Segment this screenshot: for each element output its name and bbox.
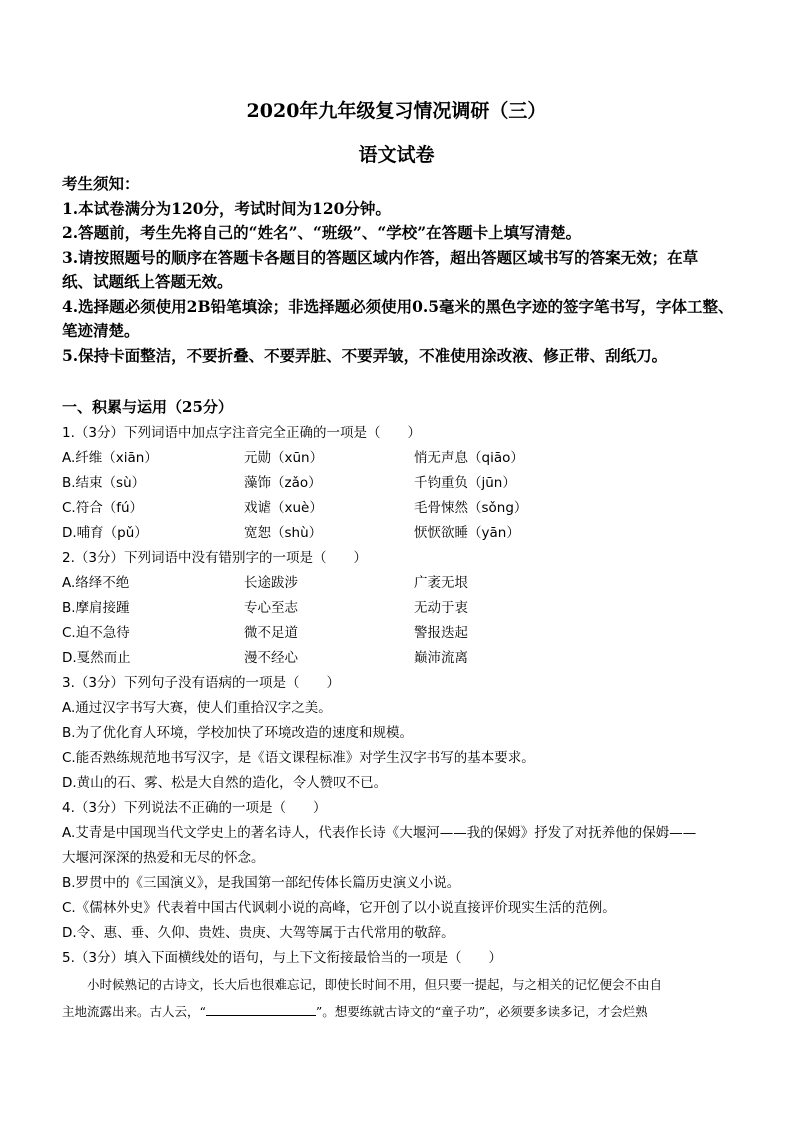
passage-line: 小时候熟记的古诗文，长大后也很难忘记，即使长时间不用，但只要一提起，与之相关的记忆便会不由自 — [87, 977, 663, 992]
passage-text: 主地流露出来。古人云，“ — [62, 1004, 206, 1019]
option-cell: 藻饰（zǎo） — [244, 475, 322, 491]
passage-text: ”。想要练就古诗文的“童子功”，必须要多读多记，才会烂熟 — [315, 1004, 648, 1019]
question-2-row — [62, 596, 742, 621]
answer-blank — [206, 1001, 316, 1016]
question-4-option: D.令、惠、垂、久仰、贵姓、贵庚、大驾等属于古代常用的敬辞。 — [62, 925, 455, 941]
passage-line — [62, 998, 742, 1025]
page-title: 2020年九年级复习情况调研（三） — [246, 100, 547, 122]
section-heading: 一、积累与运用（25分） — [62, 398, 233, 416]
option-cell: 宽恕（shù） — [244, 525, 323, 541]
option-cell: 悄无声息（qiāo） — [414, 450, 524, 466]
option-cell: 微不足道 — [244, 625, 298, 641]
option-cell: 警报迭起 — [414, 625, 468, 641]
option-cell: A.纤维（xiān） — [62, 450, 158, 466]
question-4-option: A.艾青是中国现当代文学史上的著名诗人，代表作长诗《大堰河——我的保姆》抒发了对抚养他的保姆—— — [62, 825, 697, 841]
question-3-option: D.黄山的石、雾、松是大自然的造化，令人赞叹不已。 — [62, 775, 388, 791]
question-3-option: B.为了优化育人环境，学校加快了环境改造的速度和规模。 — [62, 725, 414, 741]
question-2-row — [62, 621, 742, 646]
notice-item: 4.选择题必须使用2B铅笔填涂；非选择题必须使用0.5毫米的黑色字迹的签字笔书写，字体工整、 — [62, 296, 734, 316]
notice-item: 3.请按照题号的顺序在答题卡各题目的答题区域内作答，超出答题区域书写的答案无效；在草 — [62, 247, 699, 267]
question-3-option: A.通过汉字书写大赛，使人们重拾汉字之美。 — [62, 700, 332, 716]
option-cell: 恹恹欲睡（yān） — [414, 525, 520, 541]
page-subtitle: 语文试卷 — [358, 144, 435, 166]
question-2-row — [62, 571, 742, 596]
option-cell: 元勋（xūn） — [244, 450, 324, 466]
option-cell: B.结束（sù） — [62, 475, 146, 491]
question-2-row — [62, 646, 742, 671]
option-cell: C.迫不急待 — [62, 625, 130, 641]
question-3-option: C.能否熟练规范地书写汉字，是《语文课程标准》对学生汉字书写的基本要求。 — [62, 750, 535, 766]
option-cell: 巅沛流离 — [414, 650, 468, 666]
question-5-stem: 5.（3分）填入下面横线处的语句，与上下文衔接最恰当的一项是（ ） — [62, 950, 502, 966]
notice-item: 5.保持卡面整洁，不要折叠、不要弄脏、不要弄皱，不准使用涂改液、修正带、刮纸刀。 — [62, 345, 668, 365]
option-cell: D.戛然而止 — [62, 650, 131, 666]
question-4-option: B.罗贯中的《三国演义》，是我国第一部纪传体长篇历史演义小说。 — [62, 875, 461, 891]
question-1-stem: 1.（3分）下列词语中加点字注音完全正确的一项是（ ） — [62, 425, 421, 441]
option-cell: 漫不经心 — [244, 650, 298, 666]
question-3-stem: 3.（3分）下列句子没有语病的一项是（ ） — [62, 675, 340, 691]
notice-heading: 考生须知： — [62, 174, 140, 193]
exam-notice — [62, 172, 742, 368]
notice-item: 1.本试卷满分为120分，考试时间为120分钟。 — [62, 198, 391, 218]
option-cell: 无动于衷 — [414, 600, 468, 616]
notice-item: 纸、试题纸上答题无效。 — [62, 272, 233, 291]
questions — [62, 421, 742, 1025]
question-2-stem: 2.（3分）下列词语中没有错别字的一项是（ ） — [62, 550, 367, 566]
question-1-row — [62, 446, 742, 471]
option-cell: 戏谑（xuè） — [244, 500, 323, 516]
question-4-stem: 4.（3分）下列说法不正确的一项是（ ） — [62, 800, 327, 816]
question-1-row — [62, 521, 742, 546]
option-cell: 千钧重负（jūn） — [414, 475, 516, 491]
question-4-option: 大堰河深深的热爱和无尽的怀念。 — [62, 850, 265, 866]
notice-item: 笔迹清楚。 — [62, 321, 140, 340]
option-cell: 专心至志 — [244, 600, 298, 616]
option-cell: 长途跋涉 — [244, 575, 298, 591]
option-cell: D.哺育（pǔ） — [62, 525, 148, 541]
option-cell: C.符合（fú） — [62, 500, 144, 516]
question-4-option: C.《儒林外史》代表着中国古代讽刺小说的高峰，它开创了以小说直接评价现实生活的范例。 — [62, 900, 616, 916]
notice-item: 2.答题前，考生先将自己的“姓名”、“班级”、“学校”在答题卡上填写清楚。 — [62, 223, 582, 242]
question-5-passage — [62, 971, 742, 1025]
option-cell: B.摩肩接踵 — [62, 600, 130, 616]
question-1-row — [62, 496, 742, 521]
option-cell: A.络绎不绝 — [62, 575, 130, 591]
option-cell: 毛骨悚然（sǒng） — [414, 500, 528, 516]
question-1-row — [62, 471, 742, 496]
option-cell: 广袤无垠 — [414, 575, 468, 591]
